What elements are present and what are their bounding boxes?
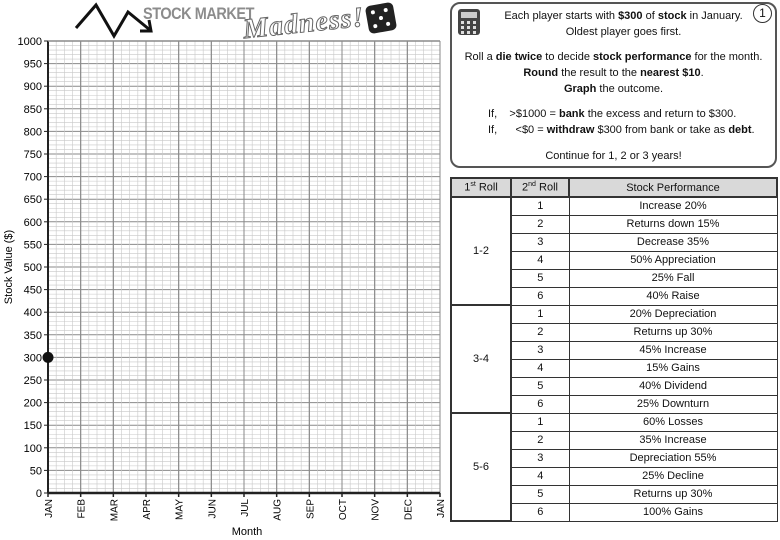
performance-cell: Depreciation 55% xyxy=(569,449,777,467)
rule-if-2: If, <$0 = withdraw $300 from bank or take as debt. xyxy=(488,124,755,136)
second-roll-cell: 1 xyxy=(511,197,569,215)
header-second-roll: 2nd Roll xyxy=(511,178,569,197)
performance-cell: 40% Dividend xyxy=(569,377,777,395)
y-tick-label: 800 xyxy=(23,126,42,139)
x-tick-label: SEP xyxy=(305,499,317,520)
second-roll-cell: 2 xyxy=(511,215,569,233)
x-tick-label: OCT xyxy=(338,499,349,521)
y-tick-label: 700 xyxy=(23,171,42,184)
rule-continue: Continue for 1, 2 or 3 years! xyxy=(545,150,682,162)
x-tick-label: APR xyxy=(142,499,153,520)
performance-cell: 50% Appreciation xyxy=(569,251,777,269)
dice-icon xyxy=(365,2,397,34)
performance-cell: 35% Increase xyxy=(569,431,777,449)
performance-cell: Returns down 15% xyxy=(569,215,777,233)
title-stock-market: STOCK MARKET xyxy=(143,4,255,23)
data-point xyxy=(43,352,54,363)
second-roll-cell: 3 xyxy=(511,449,569,467)
second-roll-cell: 4 xyxy=(511,359,569,377)
header-first-roll: 1st Roll xyxy=(451,178,511,197)
second-roll-cell: 3 xyxy=(511,233,569,251)
y-tick-label: 100 xyxy=(23,442,42,455)
performance-table xyxy=(450,177,778,522)
y-tick-label: 550 xyxy=(23,239,42,252)
y-tick-label: 500 xyxy=(23,262,42,274)
x-tick-label: NOV xyxy=(370,499,382,521)
table-row xyxy=(451,197,777,215)
performance-cell: Returns up 30% xyxy=(569,485,777,503)
performance-cell: 100% Gains xyxy=(569,503,777,521)
x-tick-label: FEB xyxy=(76,499,88,519)
x-tick-labels xyxy=(44,493,447,521)
second-roll-cell: 6 xyxy=(511,503,569,521)
x-tick-label: JUL xyxy=(240,499,251,517)
second-roll-cell: 5 xyxy=(511,269,569,287)
y-tick-label: 400 xyxy=(23,307,42,320)
rule-line-3: Roll a die twice to decide stock performance for the month. xyxy=(464,51,763,63)
x-tick-label: JUN xyxy=(207,499,219,519)
performance-cell: Returns up 30% xyxy=(569,323,777,341)
first-roll-group: 3-4 xyxy=(451,305,511,413)
x-tick-label: MAR xyxy=(109,499,121,522)
y-tick-label: 1000 xyxy=(17,36,42,48)
rule-if-1: If, >$1000 = bank the excess and return to $300. xyxy=(488,108,737,120)
y-tick-label: 150 xyxy=(23,420,42,433)
y-axis-label: Stock Value ($) xyxy=(3,229,15,305)
performance-cell: 25% Downturn xyxy=(569,395,777,413)
performance-cell: 60% Losses xyxy=(569,413,777,431)
y-tick-label: 300 xyxy=(23,352,42,365)
performance-cell: Decrease 35% xyxy=(569,233,777,251)
y-tick-label: 950 xyxy=(23,58,42,71)
y-tick-label: 350 xyxy=(23,329,42,342)
header-stock-performance: Stock Performance xyxy=(569,178,777,197)
second-roll-cell: 5 xyxy=(511,377,569,395)
y-tick-label: 250 xyxy=(23,375,42,387)
second-roll-cell: 3 xyxy=(511,341,569,359)
x-tick-label: MAY xyxy=(174,499,186,520)
y-tick-label: 900 xyxy=(23,81,42,94)
second-roll-cell: 2 xyxy=(511,323,569,341)
y-tick-label: 750 xyxy=(23,149,42,161)
page-number: 1 xyxy=(753,4,772,23)
y-tick-label: 50 xyxy=(29,465,42,478)
performance-cell: Increase 20% xyxy=(569,197,777,215)
data-points xyxy=(43,352,54,363)
second-roll-cell: 6 xyxy=(511,395,569,413)
y-tick-label: 0 xyxy=(35,488,42,500)
rule-line-5: Graph the outcome. xyxy=(563,83,664,95)
second-roll-cell: 1 xyxy=(511,305,569,323)
y-tick-label: 650 xyxy=(23,194,42,207)
rule-line-4: Round the result to the nearest $10. xyxy=(523,67,704,79)
performance-cell: 25% Fall xyxy=(569,269,777,287)
rule-line-1: Each player starts with $300 of stock in January. xyxy=(504,10,743,22)
performance-cell: 20% Depreciation xyxy=(569,305,777,323)
x-tick-label: JAN xyxy=(44,499,55,518)
second-roll-cell: 5 xyxy=(511,485,569,503)
rules-box xyxy=(450,2,777,168)
first-roll-group: 1-2 xyxy=(451,197,511,305)
y-tick-label: 600 xyxy=(23,216,42,229)
second-roll-cell: 1 xyxy=(511,413,569,431)
performance-cell: 15% Gains xyxy=(569,359,777,377)
x-tick-label: DEC xyxy=(403,499,415,521)
x-tick-label: AUG xyxy=(272,499,284,521)
table-row xyxy=(451,305,777,323)
y-tick-label: 850 xyxy=(23,103,42,116)
chart-grid xyxy=(48,41,440,493)
table-row xyxy=(451,413,777,431)
rule-line-2: Oldest player goes first. xyxy=(565,26,682,38)
x-tick-label: JAN xyxy=(436,499,447,518)
y-tick-label: 200 xyxy=(23,397,42,410)
second-roll-cell: 4 xyxy=(511,251,569,269)
first-roll-group: 5-6 xyxy=(451,413,511,521)
title-madness: Madness! xyxy=(241,1,366,46)
second-roll-cell: 2 xyxy=(511,431,569,449)
second-roll-cell: 6 xyxy=(511,287,569,305)
y-tick-label: 450 xyxy=(23,284,42,297)
performance-cell: 25% Decline xyxy=(569,467,777,485)
x-axis-label: Month xyxy=(231,526,263,538)
performance-cell: 40% Raise xyxy=(569,287,777,305)
performance-cell: 45% Increase xyxy=(569,341,777,359)
second-roll-cell: 4 xyxy=(511,467,569,485)
y-tick-labels xyxy=(18,36,48,500)
